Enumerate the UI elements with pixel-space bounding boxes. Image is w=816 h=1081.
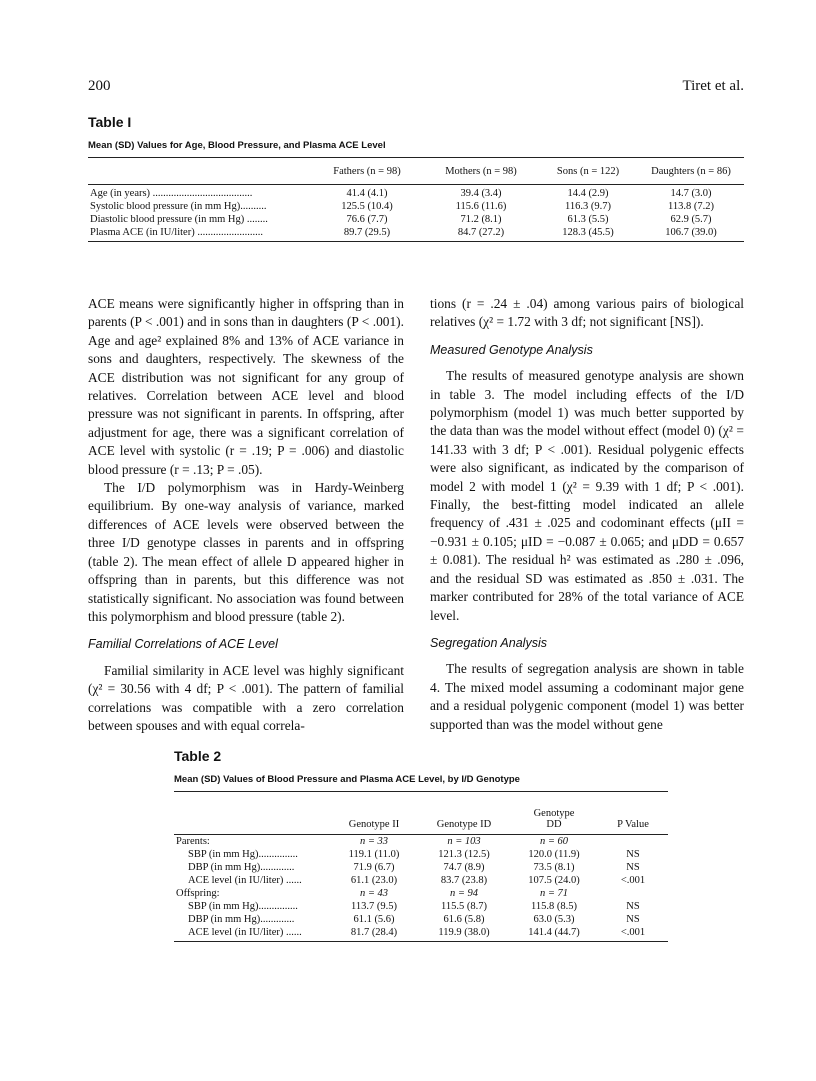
table2-col-header: Genotype DD xyxy=(533,808,575,830)
body-paragraph: Familial similarity in ACE level was highly significant (χ² = 30.56 with 4 df; P < .001). The pattern of familial correlations was compatible with a zero correlation between spouses and with equal correla- xyxy=(88,662,404,733)
table1-cell: 106.7 (39.0) xyxy=(665,227,717,238)
table1-header-row xyxy=(88,158,744,185)
table2-cell: NS xyxy=(626,914,640,925)
table2-cell: n = 94 xyxy=(449,888,479,899)
table2-col-header: Genotype ID xyxy=(436,819,492,830)
table1-cell: 116.3 (9.7) xyxy=(565,201,611,212)
table2-col-header: Genotype II xyxy=(348,819,400,830)
table2-row-label: DBP (in mm Hg)............. xyxy=(188,914,295,925)
table2-cell: NS xyxy=(626,862,640,873)
table1-cell: 14.7 (3.0) xyxy=(670,188,712,199)
table2-row xyxy=(174,913,668,926)
table2-row-label: SBP (in mm Hg)............... xyxy=(188,849,298,860)
table2-row-label: Parents: xyxy=(176,836,210,847)
table2-cell: 115.8 (8.5) xyxy=(531,901,577,912)
table2-cell: 61.6 (5.8) xyxy=(443,914,485,925)
table1-cell: 76.6 (7.7) xyxy=(346,214,388,225)
table1-row xyxy=(88,213,744,226)
table1-caption: Mean (SD) Values for Age, Blood Pressure, and Plasma ACE Level xyxy=(88,140,386,151)
table1-row-label: Diastolic blood pressure (in mm Hg) ........ xyxy=(90,214,268,225)
table1-cell: 39.4 (3.4) xyxy=(460,188,502,199)
table2-row-label: ACE level (in IU/liter) ...... xyxy=(188,927,302,938)
table1-cell: 14.4 (2.9) xyxy=(567,188,609,199)
table2-cell: n = 43 xyxy=(359,888,389,899)
table2-cell: n = 71 xyxy=(539,888,569,899)
table2-cell: <.001 xyxy=(620,875,646,886)
table2-cell: 81.7 (28.4) xyxy=(350,927,398,938)
table2-row-label: ACE level (in IU/liter) ...... xyxy=(188,875,302,886)
body-paragraph: The I/D polymorphism was in Hardy-Weinberg equilibrium. By one-way analysis of variance, marked differences of ACE levels were observed between the three I/D genotype classes in parents and in offspring (table 2). The mean effect of allele D appeared higher in offspring than in parents, but this difference was not statistically significant. No association was found between this polymorphism and blood pressure (table 2). xyxy=(88,480,404,624)
table2-cell: NS xyxy=(626,849,640,860)
table1-cell: 115.6 (11.6) xyxy=(455,201,507,212)
section-heading: Segregation Analysis xyxy=(430,635,547,650)
table1-cell: 41.4 (4.1) xyxy=(346,188,388,199)
table2-cell: 61.1 (23.0) xyxy=(350,875,398,886)
table2-cell xyxy=(598,887,668,900)
table1-row-label: Plasma ACE (in IU/liter) ......................... xyxy=(90,227,263,238)
table1-cell: 113.8 (7.2) xyxy=(668,201,714,212)
table2-cell: 119.9 (38.0) xyxy=(438,927,490,938)
table2-row xyxy=(174,848,668,861)
table1-col-header: Mothers (n = 98) xyxy=(445,165,517,177)
table2-cell: 119.1 (11.0) xyxy=(348,849,400,860)
table2-cell: 121.3 (12.5) xyxy=(438,849,490,860)
table1-cell: 125.5 (10.4) xyxy=(341,201,393,212)
table2-cell: 83.7 (23.8) xyxy=(440,875,488,886)
table1-cell: 84.7 (27.2) xyxy=(457,227,505,238)
table1-row-label: Age (in years) ...................................... xyxy=(90,188,253,199)
table1-cell: 61.3 (5.5) xyxy=(567,214,609,225)
table2-cell: 71.9 (6.7) xyxy=(353,862,395,873)
table2-header-row xyxy=(174,794,668,830)
right-column xyxy=(430,295,744,734)
body-paragraph: ACE means were significantly higher in offspring than in parents (P < .001) and in sons than in daughters (P < .001). Age and age² explained 8% and 13% of ACE variance in sons and daughters, respectively. The skewness of the ACE distribution was not significant for any group of relatives. Correlation between ACE level and blood pressure was not significant in parents. In offspring, after adjustment for age, there was a significant correlation of ACE level with systolic (r = .19; P = .006) and diastolic blood pressure (r = .13; P = .05). xyxy=(88,296,404,477)
table1-title: Table I xyxy=(88,114,132,130)
table1-row-label: Systolic blood pressure (in mm Hg).......... xyxy=(90,201,267,212)
table2-cell: <.001 xyxy=(620,927,646,938)
table2-title: Table 2 xyxy=(174,748,222,764)
table2-row xyxy=(174,835,668,849)
body-paragraph: tions (r = .24 ± .04) among various pairs of biological relatives (χ² = 1.72 with 3 df; not significant [NS]). xyxy=(430,296,744,330)
table2-cell xyxy=(598,835,668,849)
table2-col-header: P Value xyxy=(617,819,649,830)
section-heading: Measured Genotype Analysis xyxy=(430,342,593,357)
table2-cell: NS xyxy=(626,901,640,912)
table2-row-label: DBP (in mm Hg)............. xyxy=(188,862,295,873)
table1-col-header: Daughters (n = 86) xyxy=(651,165,731,177)
table2-cell: n = 103 xyxy=(447,836,481,847)
table2-row xyxy=(174,887,668,900)
table2-cell: 113.7 (9.5) xyxy=(351,901,397,912)
table2-cell: 73.5 (8.1) xyxy=(533,862,575,873)
table2 xyxy=(174,794,668,942)
table2-top-rule xyxy=(174,791,668,792)
table1-row xyxy=(88,187,744,200)
table2-cell: n = 33 xyxy=(359,836,389,847)
table2-row-label: Offspring: xyxy=(176,888,220,899)
table2-caption: Mean (SD) Values of Blood Pressure and Plasma ACE Level, by I/D Genotype xyxy=(174,774,520,785)
table2-cell: 74.7 (8.9) xyxy=(443,862,485,873)
table2-row-label: SBP (in mm Hg)............... xyxy=(188,901,298,912)
table2-cell: 115.5 (8.7) xyxy=(441,901,487,912)
table2-cell: 120.0 (11.9) xyxy=(528,849,580,860)
running-header-authors: Tiret et al. xyxy=(682,78,744,94)
table1-cell: 89.7 (29.5) xyxy=(343,227,391,238)
table2-row xyxy=(174,874,668,887)
table2-cell: 141.4 (44.7) xyxy=(528,927,580,938)
table2-cell: 61.1 (5.6) xyxy=(353,914,395,925)
table1-col-header: Sons (n = 122) xyxy=(556,165,620,177)
table1-col-header: Fathers (n = 98) xyxy=(333,165,401,177)
table2-row xyxy=(174,900,668,913)
table1-cell: 128.3 (45.5) xyxy=(562,227,614,238)
section-heading: Familial Correlations of ACE Level xyxy=(88,637,278,652)
table2-cell: 63.0 (5.3) xyxy=(533,914,575,925)
page-number: 200 xyxy=(88,78,111,94)
table2-row xyxy=(174,861,668,874)
body-paragraph: The results of measured genotype analysis are shown in table 3. The model including effects of the I/D polymorphism (model 1) was much better supported by the data than was the model without effect (model 0) (χ² = 141.33 with 3 df; P < .001). Residual polygenic effects were also significant, as indicated by the comparison of model 2 with model 1 (χ² = 9.39 with 1 df; P < .001). Finally, the best-fitting model indicated an allele frequency of .431 ± .025 and codominant effects (μII = −0.931 ± 0.105; μID = −0.087 ± 0.065; and μDD = 0.657 ± 0.081). The residual h² was estimated as .280 ± .096, and the residual SD was estimated as .850 ± .031. The marker contributed for 28% of the total variance of ACE level. xyxy=(430,368,744,623)
table1-cell: 71.2 (8.1) xyxy=(460,214,502,225)
table2-cell: n = 60 xyxy=(539,836,569,847)
table1-row xyxy=(88,226,744,239)
table2-row xyxy=(174,926,668,939)
table1-cell: 62.9 (5.7) xyxy=(670,214,712,225)
table2-cell: 107.5 (24.0) xyxy=(528,875,580,886)
table1 xyxy=(88,158,744,242)
left-column xyxy=(88,295,404,735)
body-paragraph: The results of segregation analysis are shown in table 4. The mixed model assuming a codominant major gene and a residual polygenic component (model 1) was better supported than was the model without gene xyxy=(430,661,744,732)
table1-row xyxy=(88,200,744,213)
